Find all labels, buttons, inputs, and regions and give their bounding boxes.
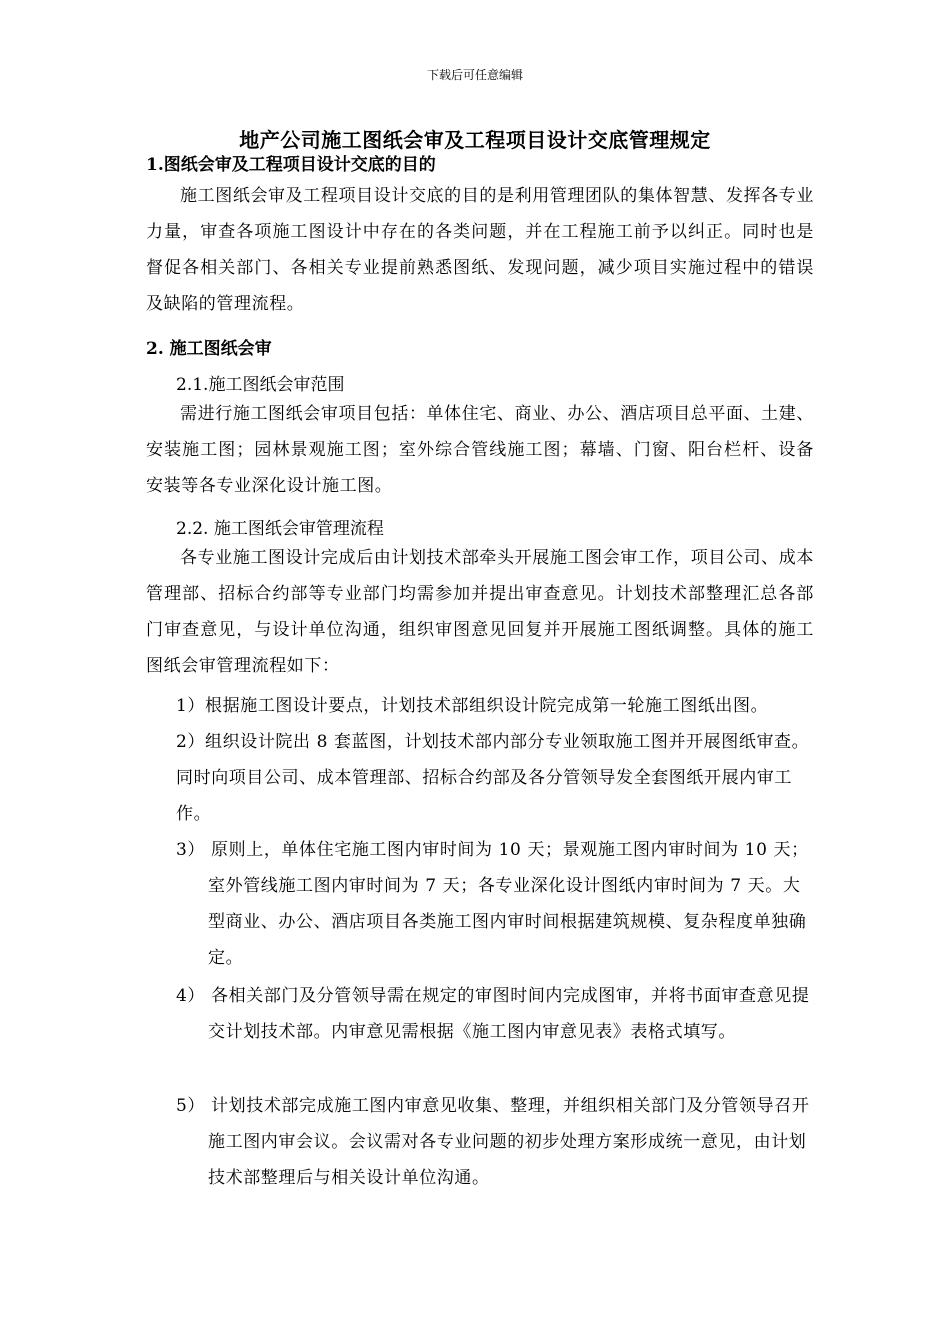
section-2-2-paragraph: 各专业施工图设计完成后由计划技术部牵头开展施工图会审工作，项目公司、成本管理部、招标合约部等专业部门均需参加并提出审查意见。计划技术部整理汇总各部门审查意见，与设计单位沟通，组织审图意见回复并开展施工图纸调整。具体的施工图纸会审管理流程如下： [146,548,814,676]
section-2-1-heading: 2.1.施工图纸会审范围 [176,375,345,395]
list-item-3: 3） 原则上，单体住宅施工图内审时间为 10 天；景观施工图内审时间为 10 天；室外管线施工图内审时间为 7 天；各专业深化设计图纸内审时间为 7 天。大型商业、办公、酒店项目各类施工图内审时间根据建筑规模、复杂程度单独确定。 [176,840,809,968]
list-item-2: 2）组织设计院出 8 套蓝图，计划技术部内部分专业领取施工图并开展图纸审查。同时向项目公司、成本管理部、招标合约部及各分管领导发全套图纸开展内审工作。 [176,732,810,824]
document-title: 地产公司施工图纸会审及工程项目设计交底管理规定 [239,128,711,152]
section-2-heading: 2. 施工图纸会审 [146,339,272,359]
section-1-heading: 1.图纸会审及工程项目设计交底的目的 [146,155,436,175]
section-2-2-heading: 2.2. 施工图纸会审管理流程 [176,519,384,539]
section-1-paragraph: 施工图纸会审及工程项目设计交底的目的是利用管理团队的集体智慧、发挥各专业力量，审查各项施工图设计中存在的各类问题，并在工程施工前予以纠正。同时也是督促各相关部门、各相关专业提前熟悉图纸、发现问题，减少项目实施过程中的错误及缺陷的管理流程。 [146,186,814,314]
section-2-1-paragraph: 需进行施工图纸会审项目包括：单体住宅、商业、办公、酒店项目总平面、土建、安装施工图；园林景观施工图；室外综合管线施工图；幕墙、门窗、阳台栏杆、设备安装等各专业深化设计施工图。 [146,404,814,496]
header-note: 下载后可任意编辑 [426,68,523,82]
list-item-4: 4） 各相关部门及分管领导需在规定的审图时间内完成图审，并将书面审查意见提交计划技术部。内审意见需根据《施工图内审意见表》表格式填写。 [176,986,810,1042]
list-item-5: 5） 计划技术部完成施工图内审意见收集、整理，并组织相关部门及分管领导召开施工图内审会议。会议需对各专业问题的初步处理方案形成统一意见，由计划技术部整理后与相关设计单位沟通。 [176,1096,810,1188]
list-item-1: 1）根据施工图设计要点，计划技术部组织设计院完成第一轮施工图纸出图。 [176,696,769,716]
